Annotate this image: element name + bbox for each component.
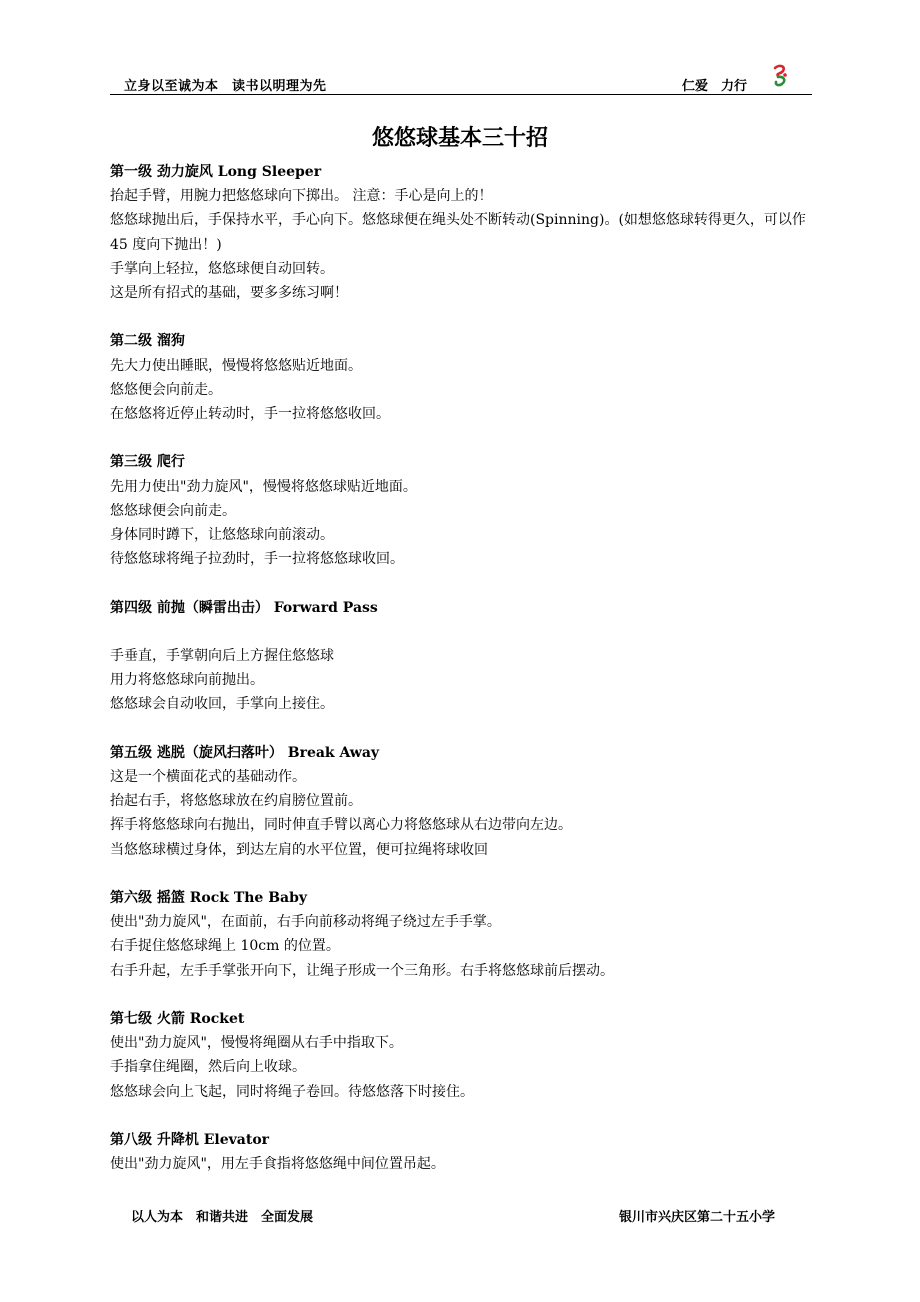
header-motto: 立身以至诚为本 读书以明理为先 bbox=[124, 79, 327, 94]
section-title: 第六级 摇篮 Rock The Baby bbox=[110, 890, 308, 907]
footer-school-name: 银川市兴庆区第二十五小学 bbox=[619, 1210, 776, 1225]
paragraph-line: 这是一个横面花式的基础动作。 bbox=[110, 769, 306, 786]
footer-motto: 以人为本 和谐共进 全面发展 bbox=[131, 1210, 314, 1225]
paragraph-line: 悠悠便会向前走。 bbox=[110, 381, 222, 398]
paragraph-line: 待悠悠球将绳子拉劲时，手一拉将悠悠球收回。 bbox=[110, 551, 404, 568]
paragraph-line: 抬起右手，将悠悠球放在约肩膀位置前。 bbox=[110, 793, 362, 810]
section-title: 第三级 爬行 bbox=[110, 454, 185, 471]
section-title: 第一级 劲力旋风 Long Sleeper bbox=[110, 164, 322, 180]
page-header bbox=[110, 72, 812, 95]
paragraph-line: 抬起手臂，用腕力把悠悠球向下掷出。 注意：手心是向上的！ bbox=[110, 188, 493, 205]
paragraph-line: 悠悠球便会向前走。 bbox=[110, 502, 236, 519]
paragraph-line: 使出"劲力旋风"，在面前，右手向前移动将绳子绕过左手手掌。 bbox=[110, 914, 501, 931]
paragraph-line: 使出"劲力旋风"，慢慢将绳圈从右手中指取下。 bbox=[110, 1035, 403, 1052]
section-level-2 bbox=[110, 329, 815, 426]
paragraph-line: 先大力使出睡眠，慢慢将悠悠贴近地面。 bbox=[110, 357, 362, 374]
paragraph-line: 身体同时蹲下，让悠悠球向前滚动。 bbox=[110, 527, 334, 544]
section-title: 第五级 逃脱（旋风扫落叶） Break Away bbox=[110, 744, 380, 761]
section-title: 第二级 溜狗 bbox=[110, 333, 185, 350]
paragraph-line: 悠悠球抛出后，手保持水平，手心向下。悠悠球便在绳头处不断转动(Spinning)。(如想悠悠球转得更久，可以作 45 度向下抛出！) bbox=[110, 212, 806, 253]
header-values: 仁爱 力行 bbox=[682, 79, 748, 94]
page-title: 悠悠球基本三十招 bbox=[371, 126, 548, 151]
section-title: 第八级 升降机 Elevator bbox=[110, 1132, 270, 1149]
paragraph-line: 悠悠球会自动收回，手掌向上接住。 bbox=[110, 696, 334, 713]
section-level-5 bbox=[110, 741, 815, 862]
paragraph-line: 这是所有招式的基础，要多多练习啊！ bbox=[110, 285, 348, 302]
paragraph-line: 使出"劲力旋风"，用左手食指将悠悠绳中间位置吊起。 bbox=[110, 1156, 445, 1173]
school-logo-icon bbox=[770, 64, 790, 88]
paragraph-line: 在悠悠将近停止转动时，手一拉将悠悠收回。 bbox=[110, 406, 390, 423]
paragraph-line: 右手升起，左手手掌张开向下，让绳子形成一个三角形。右手将悠悠球前后摆动。 bbox=[110, 962, 614, 979]
paragraph-line: 手垂直，手掌朝向后上方握住悠悠球 bbox=[110, 648, 334, 665]
paragraph-line: 挥手将悠悠球向右抛出，同时伸直手臂以离心力将悠悠球从右边带向左边。 bbox=[110, 817, 572, 834]
section-level-3 bbox=[110, 450, 815, 571]
paragraph-line: 当悠悠球横过身体，到达左肩的水平位置，便可拉绳将球收回 bbox=[110, 841, 488, 858]
paragraph-line: 先用力使出"劲力旋风"，慢慢将悠悠球贴近地面。 bbox=[110, 478, 417, 495]
section-title: 第四级 前抛（瞬雷出击） Forward Pass bbox=[110, 599, 378, 616]
blank-line bbox=[110, 620, 815, 644]
section-title: 第七级 火箭 Rocket bbox=[110, 1011, 245, 1028]
section-level-8 bbox=[110, 1128, 815, 1176]
section-level-6 bbox=[110, 886, 815, 983]
section-level-7 bbox=[110, 1007, 815, 1104]
section-level-4 bbox=[110, 596, 815, 717]
paragraph-line: 用力将悠悠球向前抛出。 bbox=[110, 672, 264, 689]
paragraph-line: 右手捉住悠悠球绳上 10cm 的位置。 bbox=[110, 938, 340, 955]
paragraph-line: 悠悠球会向上飞起，同时将绳子卷回。待悠悠落下时接住。 bbox=[110, 1083, 474, 1100]
section-level-1 bbox=[110, 160, 815, 305]
paragraph-line: 手指拿住绳圈，然后向上收球。 bbox=[110, 1059, 306, 1076]
paragraph-line: 手掌向上轻拉，悠悠球便自动回转。 bbox=[110, 260, 334, 277]
document-body bbox=[110, 160, 815, 1201]
